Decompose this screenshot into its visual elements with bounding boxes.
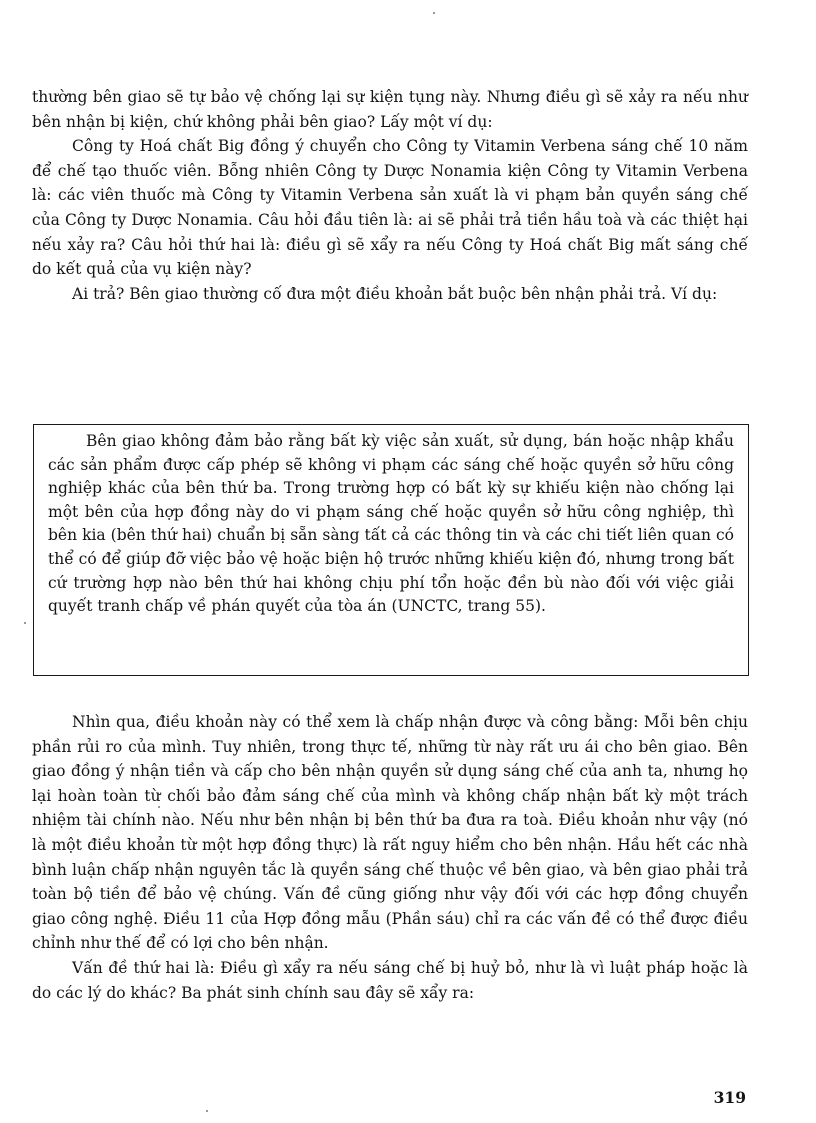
- paragraph-continuation: thường bên giao sẽ tự bảo vệ chống lại sự kiện tụng này. Nhưng điều gì sẽ xảy ra nếu như bên nhận bị kiện, chứ không phải bên giao? Lấy một ví dụ:: [32, 88, 748, 131]
- text-block-top: [32, 85, 748, 306]
- paragraph-analysis: Nhìn qua, điều khoản này có thể xem là chấp nhận được và công bằng: Mỗi bên chịu phần rủi ro của mình. Tuy nhiên, trong thực tế, những từ này rất ưu ái cho bên giao. Bên giao đồng ý nhận tiền và cấp cho bên nhận quyền sử dụng sáng chế của anh ta, nhưng họ lại hoàn toàn từ chối bảo đảm sáng chế của mình và không chấp nhận bất kỳ một trách nhiệm tài chính nào. Nếu như bên nhận bị bên thứ ba đưa ra toà. Điều khoản như vậy (nó là một điều khoản từ một hợp đồng thực) là rất nguy hiểm cho bên nhận. Hầu hết các nhà bình luận chấp nhận nguyên tắc là quyền sáng chế thuộc về bên giao, và bên giao phải trả toàn bộ tiền để bảo vệ chúng. Vấn đề cũng giống như vậy đối với các hợp đồng chuyển giao công nghệ. Điều 11 của Hợp đồng mẫu (Phần sáu) chỉ ra các vấn đề có thể được điều chỉnh như thế để có lợi cho bên nhận.: [32, 713, 748, 953]
- paragraph-who-pays: Ai trả? Bên giao thường cố đưa một điều khoản bắt buộc bên nhận phải trả. Ví dụ:: [72, 284, 718, 303]
- text-block-bottom: [32, 710, 748, 1005]
- scan-speck: [158, 806, 160, 808]
- page-number: 319: [713, 1088, 746, 1107]
- paragraph-example: Công ty Hoá chất Big đồng ý chuyển cho Công ty Vitamin Verbena sáng chế 10 năm để chế tạo thuốc viên. Bỗng nhiên Công ty Dược Nonamia kiện Công ty Vitamin Verbena là: các viên thuốc mà Công ty Vitamin Verbena sản xuất là vi phạm bản quyền sáng chế của Công ty Dược Nonamia. Câu hỏi đầu tiên là: ai sẽ phải trả tiền hầu toà và các thiệt hại nếu xảy ra? Câu hỏi thứ hai là: điều gì sẽ xẩy ra nếu Công ty Hoá chất Big mất sáng chế do kết quả của vụ kiện này?: [32, 137, 748, 279]
- scan-speck: [24, 622, 26, 624]
- paragraph-second-issue: Vấn đề thứ hai là: Điều gì xẩy ra nếu sáng chế bị huỷ bỏ, như là vì luật pháp hoặc là do các lý do khác? Ba phát sinh chính sau đây sẽ xẩy ra:: [32, 958, 748, 1002]
- scan-speck: [206, 1110, 208, 1112]
- contract-clause-text: Bên giao không đảm bảo rằng bất kỳ việc sản xuất, sử dụng, bán hoặc nhập khẩu các sản phẩm được cấp phép sẽ không vi phạm các sáng chế hoặc quyền sở hữu công nghiệp khác của bên thứ ba. Trong trường hợp có bất kỳ sự khiếu kiện nào chống lại một bên của hợp đồng này do vi phạm sáng chế hoặc quyền sở hữu công nghiệp, thì bên kia (bên thứ hai) chuẩn bị sẵn sàng tất cả các thông tin và các chi tiết liên quan có thể có để giúp đỡ việc bảo vệ hoặc biện hộ trước những khiếu kiện đó, nhưng trong bất cứ trường hợp nào bên thứ hai không chịu phí tổn hoặc đền bù nào đối với việc giải quyết tranh chấp về phán quyết của tòa án (UNCTC, trang 55).: [48, 432, 734, 616]
- scan-speck: [433, 12, 435, 14]
- contract-clause-box: [33, 424, 749, 676]
